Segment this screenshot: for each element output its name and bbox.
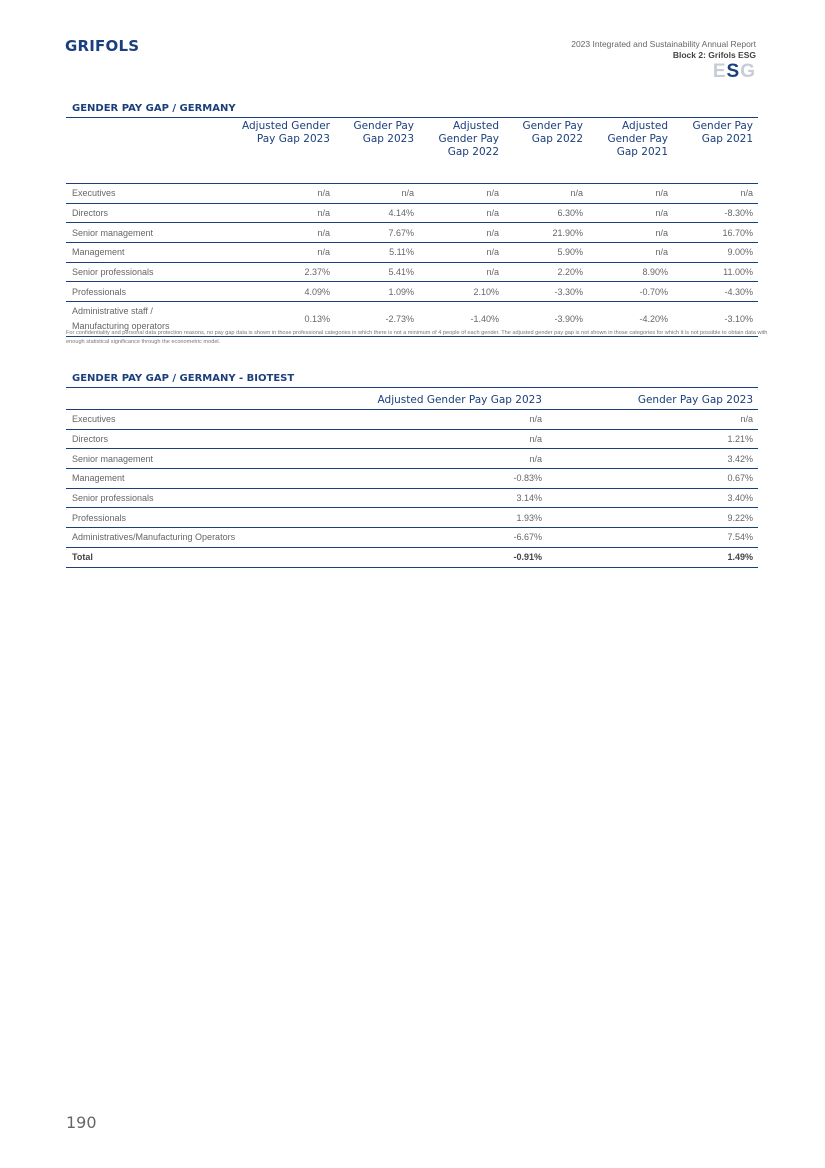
cell: 1.09% bbox=[335, 282, 419, 302]
cell: -3.90% bbox=[504, 302, 588, 337]
table-row bbox=[66, 469, 758, 489]
cell: 9.00% bbox=[673, 243, 758, 263]
row-label: Directors bbox=[66, 203, 242, 223]
table-row bbox=[66, 262, 758, 282]
cell: -1.40% bbox=[419, 302, 504, 337]
cell: n/a bbox=[588, 203, 673, 223]
column-header: Adjusted Gender Pay Gap 2023 bbox=[242, 118, 335, 184]
cell: n/a bbox=[419, 262, 504, 282]
row-label: Directors bbox=[66, 429, 336, 449]
cell: -3.30% bbox=[504, 282, 588, 302]
cell: 0.13% bbox=[242, 302, 335, 337]
esg-g: G bbox=[740, 61, 756, 82]
table-header-row bbox=[66, 118, 758, 184]
table-row bbox=[66, 508, 758, 528]
cell: 5.41% bbox=[335, 262, 419, 282]
total-row bbox=[66, 547, 758, 567]
row-label: Management bbox=[66, 243, 242, 263]
grifols-logo: GRIFOLS bbox=[65, 37, 140, 55]
cell: n/a bbox=[419, 243, 504, 263]
cell: -0.91% bbox=[336, 547, 547, 567]
cell: n/a bbox=[336, 449, 547, 469]
cell: -0.83% bbox=[336, 469, 547, 489]
cell: -4.20% bbox=[588, 302, 673, 337]
cell: 5.11% bbox=[335, 243, 419, 263]
cell: 4.09% bbox=[242, 282, 335, 302]
row-label: Senior professionals bbox=[66, 262, 242, 282]
cell: n/a bbox=[673, 184, 758, 204]
table-row bbox=[66, 223, 758, 243]
column-header: Adjusted Gender Pay Gap 2023 bbox=[336, 388, 547, 410]
gender-pay-gap-germany-table bbox=[66, 117, 758, 337]
footnote: For confidentiality and personal data protection reasons, no pay gap data is shown in those professional categories in which there is not a minimum of 4 people of each gender. The adjusted gender pay gap is not shown in those categories for which it is not possible to obtain data with enough statistical significance through the econometric model. bbox=[66, 330, 768, 345]
row-label: Total bbox=[66, 547, 336, 567]
cell: n/a bbox=[588, 223, 673, 243]
table-row bbox=[66, 488, 758, 508]
row-label: Senior management bbox=[66, 223, 242, 243]
row-label: Administratives/Manufacturing Operators bbox=[66, 528, 336, 548]
cell: 2.10% bbox=[419, 282, 504, 302]
column-header: Gender Pay Gap 2023 bbox=[335, 118, 419, 184]
cell: 4.14% bbox=[335, 203, 419, 223]
cell: 8.90% bbox=[588, 262, 673, 282]
cell: 3.40% bbox=[547, 488, 758, 508]
cell: 7.67% bbox=[335, 223, 419, 243]
cell: -2.73% bbox=[335, 302, 419, 337]
cell: -3.10% bbox=[673, 302, 758, 337]
cell: 1.21% bbox=[547, 429, 758, 449]
cell: n/a bbox=[419, 203, 504, 223]
row-label-line: Administrative staff / bbox=[72, 306, 153, 317]
cell: n/a bbox=[547, 410, 758, 430]
block-title: Block 2: Grifols ESG bbox=[672, 50, 756, 60]
row-label: Professionals bbox=[66, 282, 242, 302]
row-label: Senior management bbox=[66, 449, 336, 469]
cell: 9.22% bbox=[547, 508, 758, 528]
cell: n/a bbox=[242, 184, 335, 204]
cell: 2.20% bbox=[504, 262, 588, 282]
cell: n/a bbox=[336, 410, 547, 430]
cell: 3.14% bbox=[336, 488, 547, 508]
table1-title: GENDER PAY GAP / GERMANY bbox=[72, 103, 236, 114]
column-header: Gender Pay Gap 2021 bbox=[673, 118, 758, 184]
cell: n/a bbox=[336, 429, 547, 449]
cell: -0.70% bbox=[588, 282, 673, 302]
row-label: Executives bbox=[66, 410, 336, 430]
table-row bbox=[66, 184, 758, 204]
header-category bbox=[66, 388, 336, 410]
cell: 7.54% bbox=[547, 528, 758, 548]
report-header bbox=[571, 38, 756, 84]
cell: 6.30% bbox=[504, 203, 588, 223]
row-label: Management bbox=[66, 469, 336, 489]
cell: n/a bbox=[419, 223, 504, 243]
row-label: Executives bbox=[66, 184, 242, 204]
cell: 1.49% bbox=[547, 547, 758, 567]
esg-mark bbox=[571, 60, 756, 84]
cell: n/a bbox=[419, 184, 504, 204]
cell: -6.67% bbox=[336, 528, 547, 548]
cell: 2.37% bbox=[242, 262, 335, 282]
column-header: Gender Pay Gap 2023 bbox=[547, 388, 758, 410]
cell: 3.42% bbox=[547, 449, 758, 469]
cell: 1.93% bbox=[336, 508, 547, 528]
cell: n/a bbox=[588, 184, 673, 204]
column-header: Adjusted Gender Pay Gap 2022 bbox=[419, 118, 504, 184]
cell: n/a bbox=[242, 243, 335, 263]
esg-s: S bbox=[726, 61, 741, 82]
table-row bbox=[66, 528, 758, 548]
page-number: 190 bbox=[66, 1113, 97, 1132]
table2-title: GENDER PAY GAP / GERMANY - BIOTEST bbox=[72, 373, 295, 384]
cell: n/a bbox=[588, 243, 673, 263]
table-row bbox=[66, 429, 758, 449]
cell: 0.67% bbox=[547, 469, 758, 489]
table-row bbox=[66, 243, 758, 263]
row-label: Professionals bbox=[66, 508, 336, 528]
cell: n/a bbox=[242, 203, 335, 223]
esg-e: E bbox=[712, 61, 727, 82]
table-header-row bbox=[66, 388, 758, 410]
gender-pay-gap-germany-biotest-table bbox=[66, 387, 758, 568]
cell: -4.30% bbox=[673, 282, 758, 302]
cell: n/a bbox=[504, 184, 588, 204]
table-row bbox=[66, 282, 758, 302]
row-label-line: Manufacturing operators bbox=[72, 321, 170, 332]
column-header: Adjusted Gender Pay Gap 2021 bbox=[588, 118, 673, 184]
cell: 21.90% bbox=[504, 223, 588, 243]
cell: 16.70% bbox=[673, 223, 758, 243]
report-title: 2023 Integrated and Sustainability Annual Report bbox=[571, 39, 756, 49]
cell: n/a bbox=[242, 223, 335, 243]
row-label: Senior professionals bbox=[66, 488, 336, 508]
column-header: Gender Pay Gap 2022 bbox=[504, 118, 588, 184]
cell: 11.00% bbox=[673, 262, 758, 282]
table-row bbox=[66, 410, 758, 430]
cell: 5.90% bbox=[504, 243, 588, 263]
table-row bbox=[66, 203, 758, 223]
header-category bbox=[66, 118, 242, 184]
cell: -8.30% bbox=[673, 203, 758, 223]
table-row bbox=[66, 449, 758, 469]
cell: n/a bbox=[335, 184, 419, 204]
